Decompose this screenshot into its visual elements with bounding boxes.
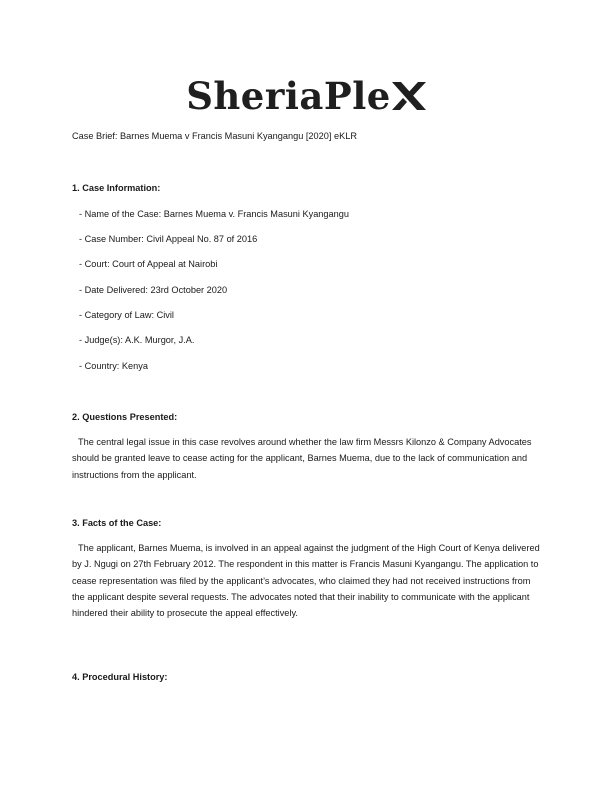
case-brief-title: Case Brief: Barnes Muema v Francis Masuni Kyangangu [2020] eKLR [72, 131, 357, 141]
facts-text: The applicant, Barnes Muema, is involved in an appeal against the judgment of the High Court of Kenya delivered by J. Ngugi on 27th February 2012. The respondent in this matter is Francis Masuni Kyangangu. The application to cease representation was filed by the applicant’s advocates, who claimed they had not received instructions from the applicant despite several requests. The advocates noted that their inability to communicate with the applicant hindered their ability to prosecute the appeal effectively. [72, 543, 540, 619]
case-info-item: - Date Delivered: 23rd October 2020 [79, 285, 228, 295]
questions-presented-heading: 2. Questions Presented: [72, 412, 178, 422]
procedural-history-heading: 4. Procedural History: [72, 672, 168, 682]
case-info-item: - Court: Court of Appeal at Nairobi [79, 259, 218, 269]
case-info-item: - Country: Kenya [79, 361, 148, 371]
case-info-item: - Judge(s): A.K. Murgor, J.A. [79, 335, 195, 345]
case-info-item: - Name of the Case: Barnes Muema v. Francis Masuni Kyangangu [79, 209, 349, 219]
sheriaplex-logo [0, 74, 612, 118]
logo-text: SheriaPle [186, 74, 391, 118]
facts-heading: 3. Facts of the Case: [72, 518, 162, 528]
case-info-item: - Case Number: Civil Appeal No. 87 of 2016 [79, 234, 258, 244]
logo-x-mark-icon [392, 82, 426, 110]
case-info-item: - Category of Law: Civil [79, 310, 174, 320]
case-information-heading: 1. Case Information: [72, 183, 161, 193]
questions-presented-text: The central legal issue in this case revolves around whether the law firm Messrs Kilonzo & Company Advocates should be granted leave to cease acting for the applicant, Barnes Muema, due to the lack of communication and instructions from the applicant. [72, 437, 532, 480]
